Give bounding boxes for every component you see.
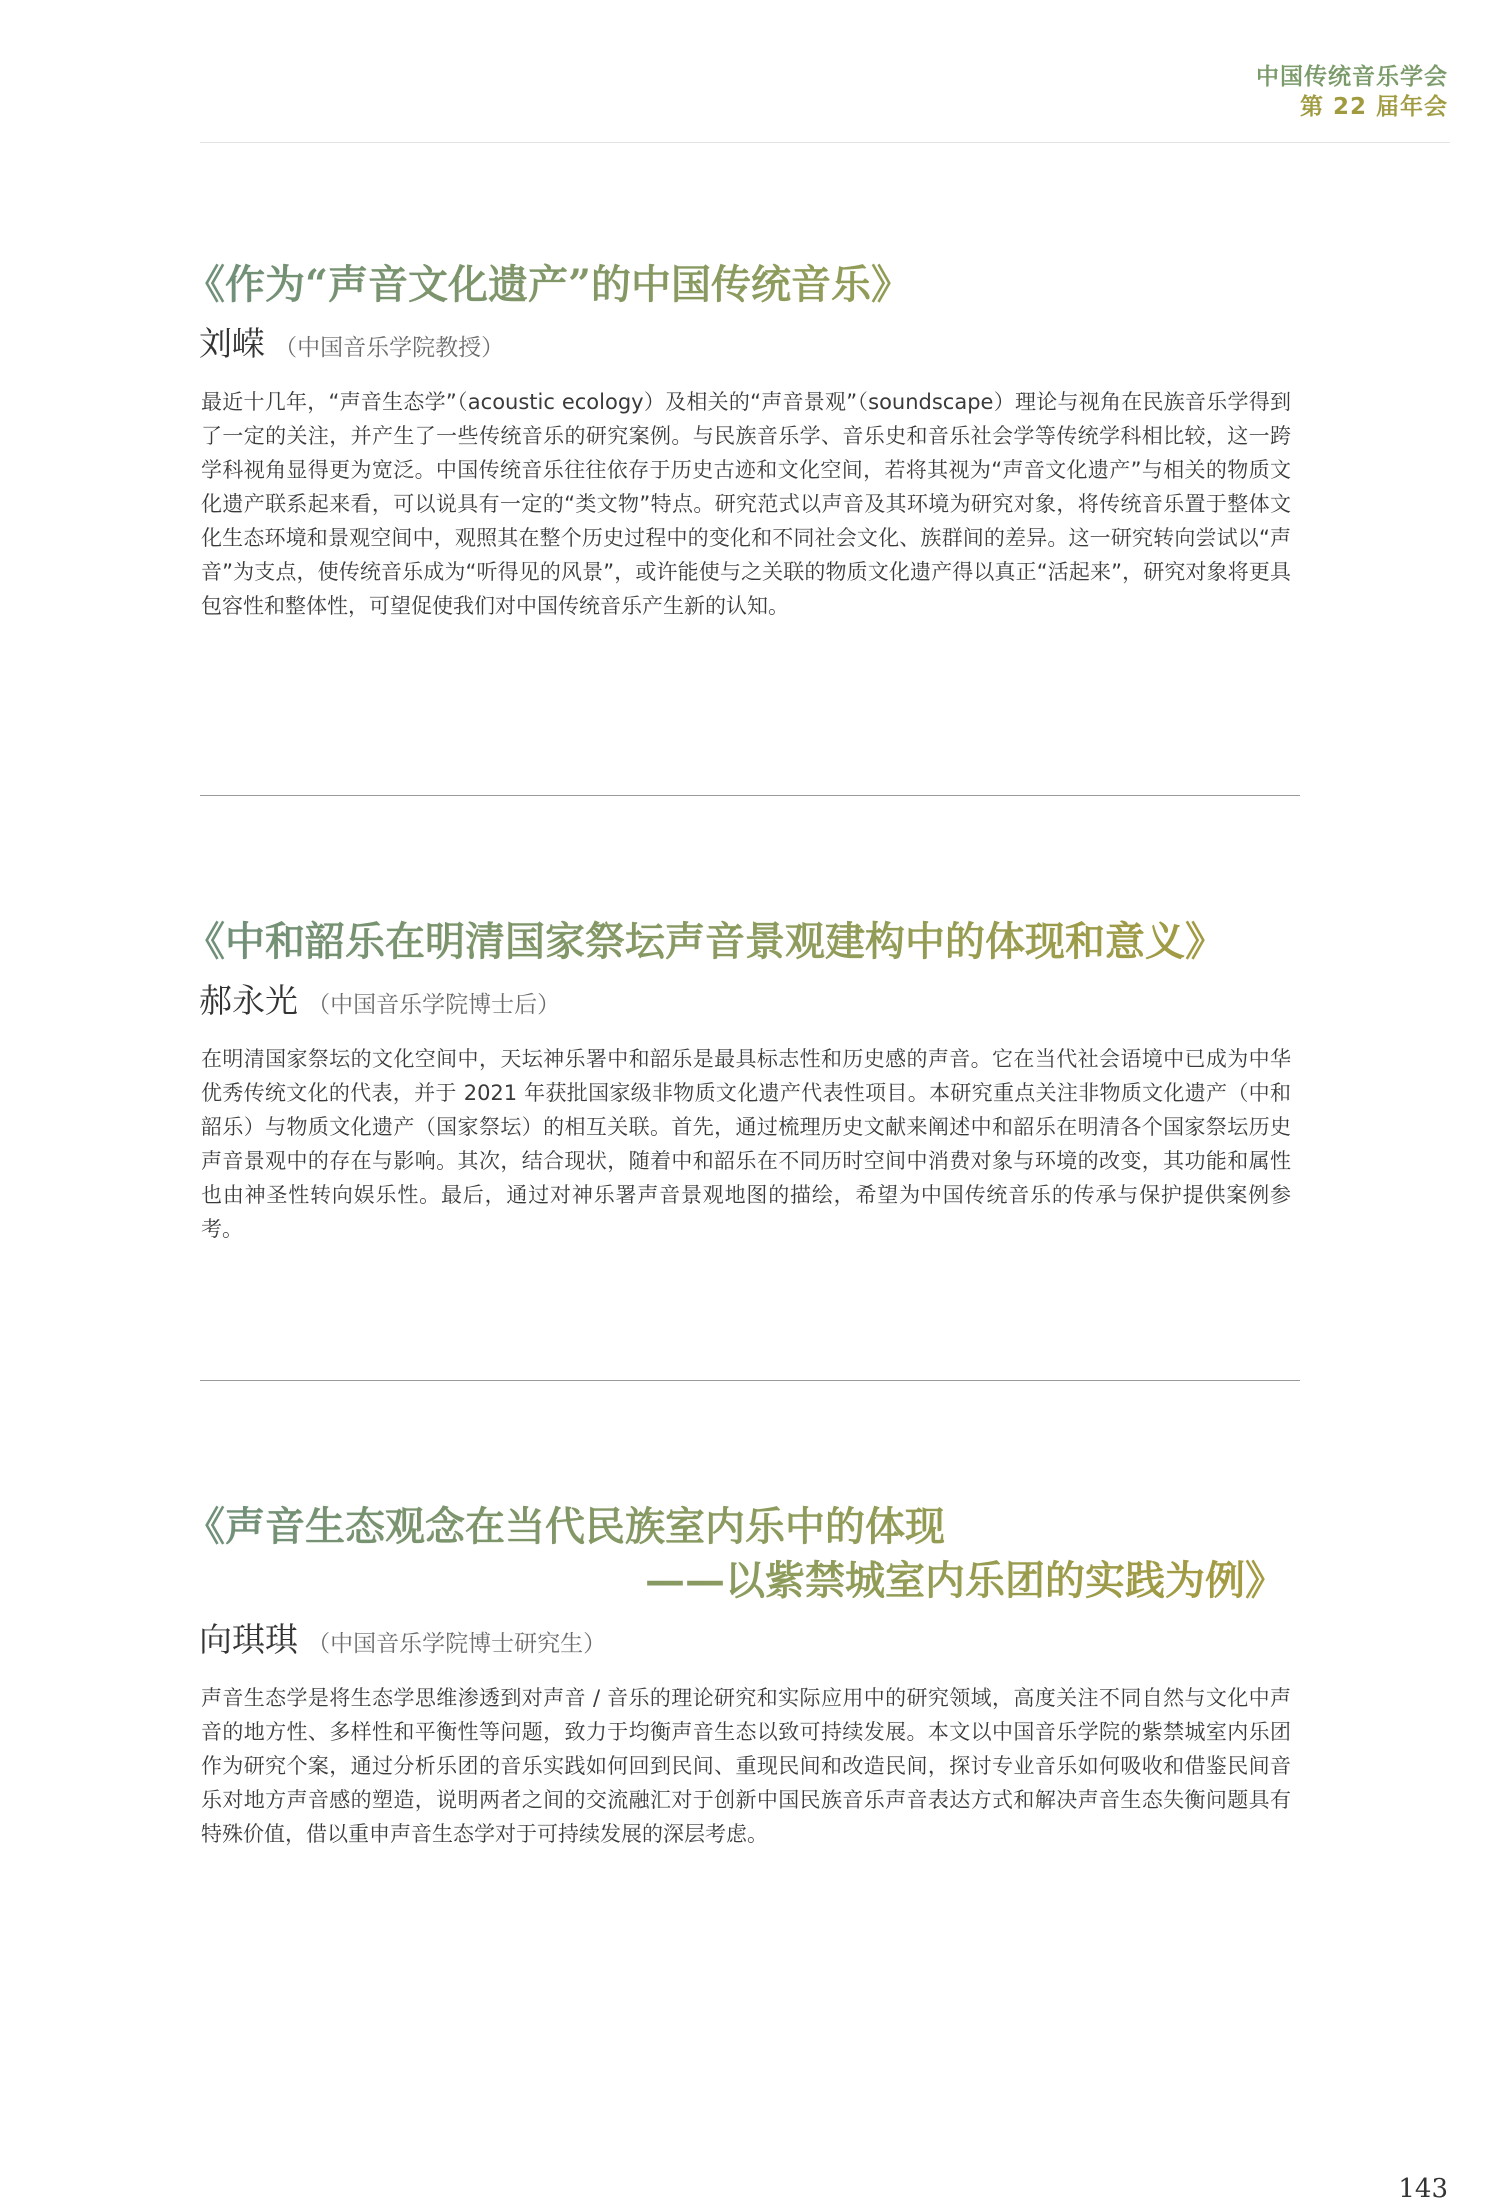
conference-edition: 第 22 届年会 <box>1299 94 1448 120</box>
article-abstract: 在明清国家祭坛的文化空间中，天坛神乐署中和韶乐是最具标志性和历史感的声音。它在当代社会语境中已成为中华优秀传统文化的代表，并于 2021 年获批国家级非物质文化遗产代表性项目。本研究重点关注非物质文化遗产（中和韶乐）与物质文化遗产（国家祭坛）的相互关联。首先，通过梳理历史文献来阐述中和韶乐在明清各个国家祭坛历史声音景观中的存在与影响。其次，结合现状，随着中和韶乐在不同历时空间中消费对象与环境的改变，其功能和属性也由神圣性转向娱乐性。最后，通过对神乐署声音景观地图的描绘，希望为中国传统音乐的传承与保护提供案例参考。 <box>201 1047 1291 1241</box>
author-affiliation: （中国音乐学院博士研究生） <box>307 1631 607 1657</box>
section-divider <box>200 1380 1300 1381</box>
author-name: 郝永光 <box>199 981 298 1020</box>
author-line <box>199 975 1295 1022</box>
author-name: 向琪琪 <box>199 1620 298 1659</box>
article-title: 《中和韶乐在明清国家祭坛声音景观建构中的体现和意义》 <box>185 915 1295 969</box>
author-name: 刘嵘 <box>199 324 265 363</box>
article-abstract: 最近十几年，“声音生态学”（acoustic ecology）及相关的“声音景观”（soundscape）理论与视角在民族音乐学得到了一定的关注，并产生了一些传统音乐的研究案例。与民族音乐学、音乐史和音乐社会学等传统学科相比较，这一跨学科视角显得更为宽泛。中国传统音乐往往依存于历史古迹和文化空间，若将其视为“声音文化遗产”与相关的物质文化遗产联系起来看，可以说具有一定的“类文物”特点。研究范式以声音及其环境为研究对象，将传统音乐置于整体文化生态环境和景观空间中，观照其在整个历史过程中的变化和不同社会文化、族群间的差异。这一研究转向尝试以“声音”为支点，使传统音乐成为“听得见的风景”，或许能使与之关联的物质文化遗产得以真正“活起来”，研究对象将更具包容性和整体性，可望促使我们对中国传统音乐产生新的认知。 <box>201 390 1291 618</box>
page-number: 143 <box>1398 2174 1448 2204</box>
section-divider <box>200 795 1300 796</box>
article-title: 《作为“声音文化遗产”的中国传统音乐》 <box>185 258 1295 312</box>
article-abstract: 声音生态学是将生态学思维渗透到对声音 / 音乐的理论研究和实际应用中的研究领域，高度关注不同自然与文化中声音的地方性、多样性和平衡性等问题，致力于均衡声音生态以致可持续发展。本文以中国音乐学院的紫禁城室内乐团作为研究个案，通过分析乐团的音乐实践如何回到民间、重现民间和改造民间，探讨专业音乐如何吸收和借鉴民间音乐对地方声音感的塑造，说明两者之间的交流融汇对于创新中国民族音乐声音表达方式和解决声音生态失衡问题具有特殊价值，借以重申声音生态学对于可持续发展的深层考虑。 <box>201 1686 1291 1846</box>
author-line <box>199 1614 1295 1661</box>
author-affiliation: （中国音乐学院教授） <box>274 335 505 361</box>
conference-name: 中国传统音乐学会 <box>1256 64 1448 90</box>
conference-header <box>1256 62 1448 122</box>
article-3 <box>185 1500 1295 1851</box>
author-affiliation: （中国音乐学院博士后） <box>307 992 561 1018</box>
article-subtitle: ——以紫禁城室内乐团的实践为例》 <box>185 1554 1295 1608</box>
article-1 <box>185 258 1295 623</box>
header-divider <box>200 142 1450 143</box>
article-title: 《声音生态观念在当代民族室内乐中的体现 <box>185 1500 1295 1554</box>
author-line <box>199 318 1295 365</box>
article-2 <box>185 915 1295 1246</box>
